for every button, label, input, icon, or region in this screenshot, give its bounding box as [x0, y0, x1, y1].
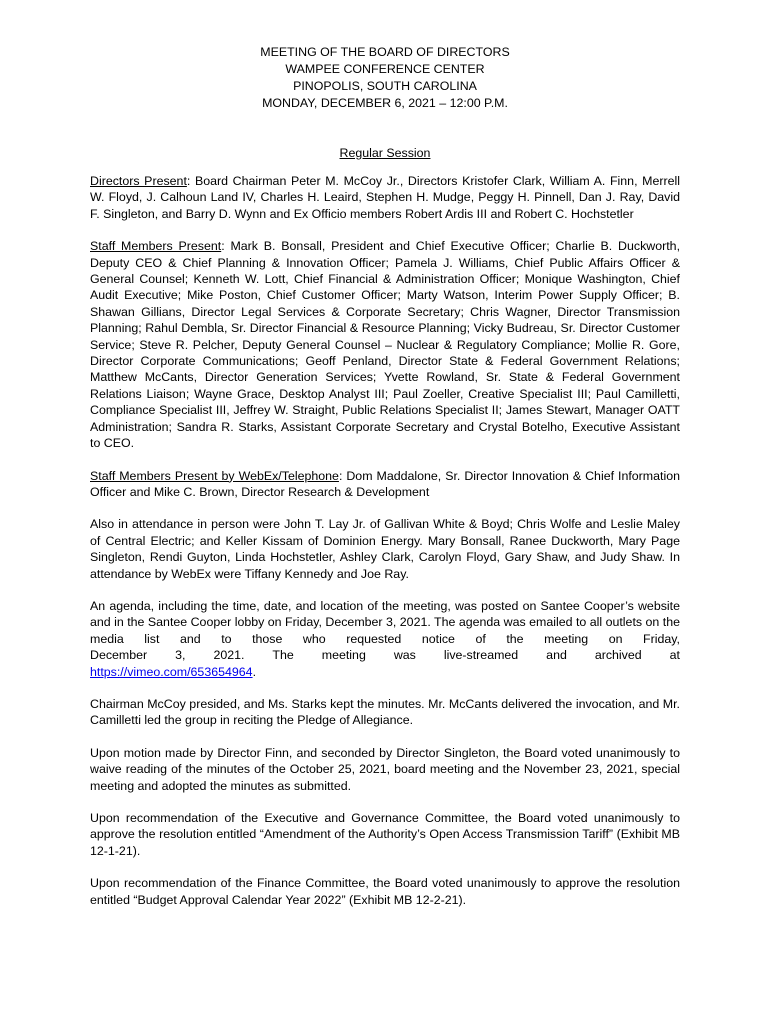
agenda-word: The — [272, 648, 294, 663]
agenda-word: archived — [594, 648, 642, 663]
agenda-word: 3, — [175, 648, 186, 663]
header-line-2: WAMPEE CONFERENCE CENTER — [285, 62, 485, 76]
agenda-last-line — [90, 647, 680, 663]
staff-present-text: : Mark B. Bonsall, President and Chief Executive Officer; Charlie B. Duckworth, Deputy CEO & Chief Planning & Innovation Officer; Pamela J. Williams, Chief Public Affairs Officer & General Counsel; Kenneth W. Lott, Chief Financial & Administration Officer; Monique Washington, Chief Audit Executive; Mike Poston, Chief Customer Officer; Marty Watson, Interim Power Supply Officer; B. Shawan Gillians, Director Legal Services & Corporate Secretary; Chris Wagner, Director Transmission Planning; Rahul Dembla, Sr. Director Financial & Resource Planning; Vicky Budreau, Sr. Director Customer Service; Steve R. Pelcher, Deputy General Counsel – Nuclear & Regulatory Compliance; Mollie R. Gore, Director Corporate Communications; Geoff Penland, Director State & Federal Government Relations; Matthew McCants, Director Generation Services; Yvette Rowland, Sr. State & Federal Government Relations Liaison; Wayne Grace, Desktop Analyst III; Paul Zoeller, Creative Specialist III; Paul Camilletti, Compliance Specialist III, Jeffrey W. Straight, Public Relations Specialist II; James Stewart, Manager OATT Administration; Sandra R. Starks, Assistant Corporate Secretary and Crystal Botelho, Executive Assistant to CEO. — [90, 239, 681, 451]
agenda-link-line — [90, 664, 680, 680]
header-line-1: MEETING OF THE BOARD OF DIRECTORS — [260, 45, 510, 59]
document-page — [90, 44, 680, 908]
header-line-3: PINOPOLIS, SOUTH CAROLINA — [293, 79, 477, 93]
agenda-word: December — [90, 648, 148, 663]
agenda-word: and — [546, 648, 567, 663]
minutes-motion-paragraph: Upon motion made by Director Finn, and seconded by Director Singleton, the Board voted unanimously to waive reading of the minutes of the October 25, 2021, board meeting and the November 23, 2021, special meeting and adopted the minutes as submitted. — [90, 745, 680, 793]
directors-present-text: : Board Chairman Peter M. McCoy Jr., Directors Kristofer Clark, William A. Finn, Merrell W. Floyd, J. Calhoun Land IV, Charles H. Leaird, Stephen H. Mudge, Peggy H. Pinnell, Dan J. Ray, David F. Singleton, and Barry D. Wynn and Ex Officio members Robert Ardis III and Robert C. Hochstetler — [90, 174, 680, 221]
webex-staff-text: : Dom Maddalone, Sr. Director Innovation & Chief Information Officer and Mike C. Brown, Director Research & Development — [90, 468, 680, 499]
session-title: Regular Session — [339, 146, 431, 160]
directors-present-label: Directors Present — [90, 174, 187, 188]
agenda-paragraph — [90, 598, 680, 680]
agenda-word: 2021. — [213, 648, 245, 663]
agenda-word: was — [393, 648, 416, 663]
vimeo-link[interactable]: https://vimeo.com/653654964 — [90, 664, 253, 679]
agenda-word: meeting — [321, 648, 366, 663]
agenda-word: at — [669, 648, 680, 663]
presided-paragraph: Chairman McCoy presided, and Ms. Starks kept the minutes. Mr. McCants delivered the invocation, and Mr. Camilletti led the group in reciting the Pledge of Allegiance. — [90, 696, 680, 728]
directors-present-paragraph — [90, 173, 680, 222]
finance-committee-paragraph: Upon recommendation of the Finance Committee, the Board voted unanimously to approve the resolution entitled “Budget Approval Calendar Year 2022” (Exhibit MB 12-2-21). — [90, 876, 680, 907]
meeting-header — [90, 44, 680, 112]
staff-present-paragraph — [90, 238, 680, 451]
header-line-4: MONDAY, DECEMBER 6, 2021 – 12:00 P.M. — [262, 96, 508, 110]
staff-present-label: Staff Members Present — [90, 239, 222, 254]
webex-staff-label: Staff Members Present by WebEx/Telephone — [90, 468, 339, 483]
attendance-paragraph: Also in attendance in person were John T. Lay Jr. of Gallivan White & Boyd; Chris Wolfe and Leslie Maley of Central Electric; and Keller Kissam of Dominion Energy. Mary Bonsall, Ranee Duckworth, Mary Page Singleton, Rendi Guyton, Linda Hochstetler, Ashley Clark, Carolyn Floyd, Gary Shaw, and Judy Shaw. In attendance by WebEx were Tiffany Kennedy and Joe Ray. — [90, 517, 680, 581]
exec-committee-paragraph: Upon recommendation of the Executive and Governance Committee, the Board voted unanimously to approve the resolution entitled “Amendment of the Authority’s Open Access Transmission Tariff” (Exhibit MB 12-1-21). — [90, 811, 680, 858]
agenda-word: live-streamed — [443, 648, 519, 663]
webex-staff-paragraph — [90, 468, 680, 501]
agenda-text: An agenda, including the time, date, and location of the meeting, was posted on Santee Cooper’s website and in the Santee Cooper lobby on Friday, December 3, 2021. The agenda was emailed to all outlets on the media list and to those who requested notice of the meeting on Friday, — [90, 598, 680, 646]
agenda-link-suffix: . — [252, 664, 257, 679]
